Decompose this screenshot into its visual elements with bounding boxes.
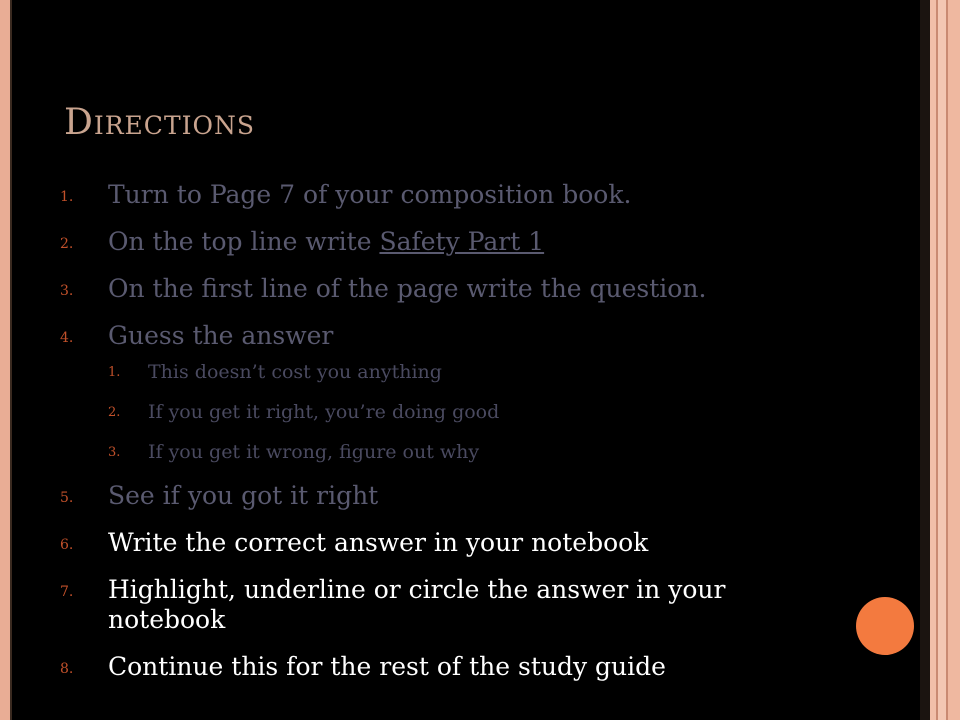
list-item-text: Continue this for the rest of the study guide [108,652,666,681]
directions-list [60,180,850,699]
slide [10,0,920,720]
list-number: 1. [60,189,74,205]
sub-list-number: 1. [108,365,121,380]
sub-list-item [108,441,850,463]
list-number: 4. [60,330,74,346]
sub-list-item [108,401,850,423]
sub-list [108,361,850,463]
slide-title: Directions [64,102,255,143]
list-item [60,528,850,558]
list-item [60,227,850,257]
decorative-circle [856,597,914,655]
list-number: 5. [60,490,74,506]
sub-list-item-text: If you get it right, you’re doing good [148,401,500,423]
sub-list-number: 3. [108,445,121,460]
list-item-text: Turn to Page 7 of your composition book. [108,180,632,209]
list-item [60,274,850,304]
list-item-text: See if you got it right [108,481,379,510]
list-item [60,321,850,463]
list-item [60,652,850,682]
list-number: 8. [60,661,74,677]
frame-stripe [948,0,960,720]
list-number: 3. [60,283,74,299]
list-item [60,575,850,635]
list-item-text: Write the correct answer in your notebook [108,528,649,557]
list-number: 7. [60,584,74,600]
list-item [60,180,850,210]
list-number: 2. [60,236,74,252]
list-item [60,481,850,511]
list-number: 6. [60,537,74,553]
list-item-text: On the first line of the page write the question. [108,274,707,303]
sub-list-item-text: This doesn’t cost you anything [148,361,442,383]
sub-list-number: 2. [108,405,121,420]
list-item-text: Guess the answer [108,321,334,350]
sub-list-item [108,361,850,383]
underlined-text: Safety Part 1 [379,227,545,256]
list-item-text: On the top line write [108,227,380,256]
list-item-text: Highlight, underline or circle the answer in your notebook [108,575,726,634]
frame-stripe [938,0,946,720]
sub-list-item-text: If you get it wrong, figure out why [148,441,480,463]
